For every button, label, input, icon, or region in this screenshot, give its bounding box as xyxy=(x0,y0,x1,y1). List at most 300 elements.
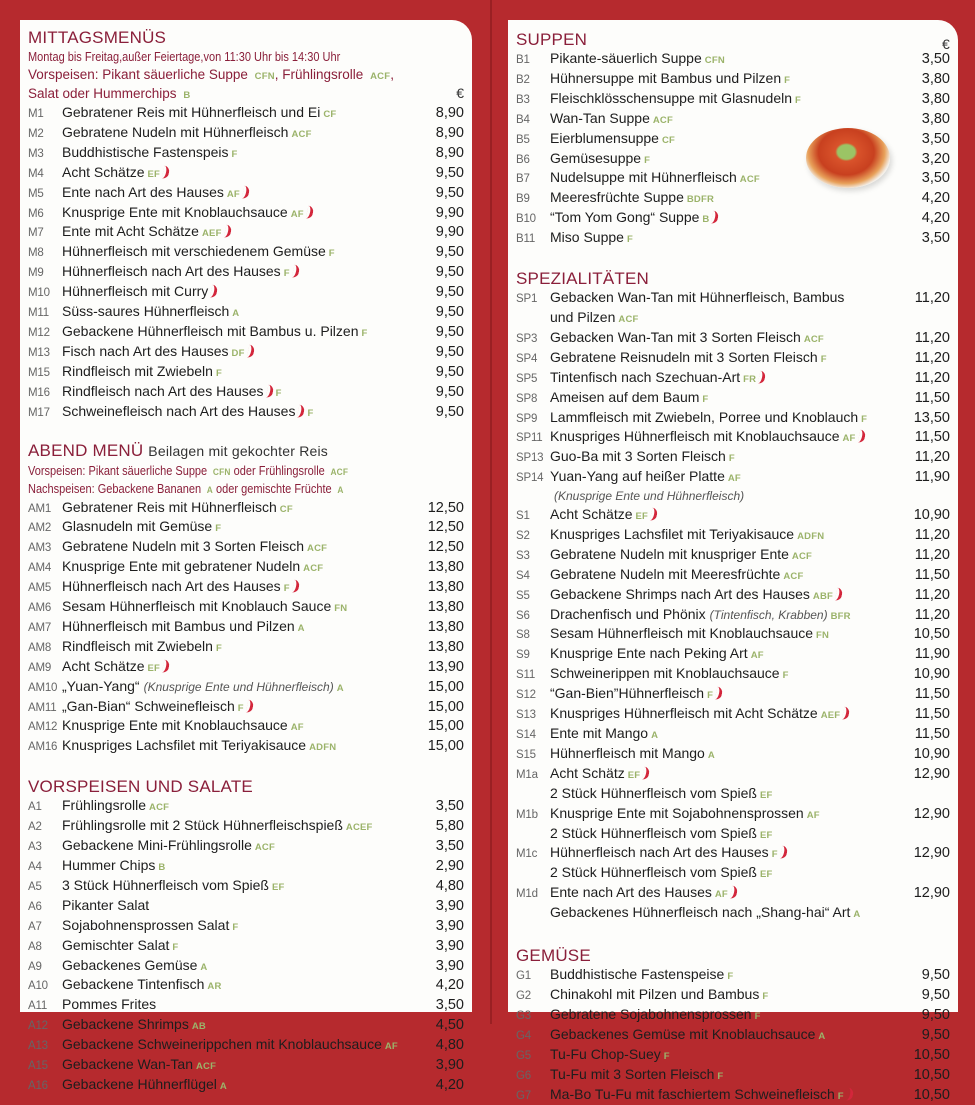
menu-item-row xyxy=(28,717,472,737)
item-code: S13 xyxy=(516,707,550,725)
item-name: Gebacken Wan-Tan mit Hühnerfleisch, Bambus xyxy=(550,289,906,307)
item-price: 3,50 xyxy=(906,51,958,69)
item-name-line2: und Pilzen ACF xyxy=(550,309,958,329)
item-code: M8 xyxy=(28,245,62,263)
item-code: M6 xyxy=(28,206,62,224)
item-code: SP13 xyxy=(516,450,550,468)
item-code: A11 xyxy=(28,998,62,1016)
section-subtitle: Beilagen mit gekochter Reis xyxy=(148,443,328,459)
item-name: Wan-Tan Suppe ACF xyxy=(550,110,906,130)
item-code: A16 xyxy=(28,1078,62,1096)
menu-item-row xyxy=(516,1006,958,1026)
chili-pepper-icon xyxy=(842,707,851,721)
menu-panel-left xyxy=(20,20,472,1012)
item-name: Acht Schätze EF xyxy=(550,506,906,526)
item-price: 3,50 xyxy=(420,838,472,856)
item-price: 12,90 xyxy=(906,806,958,824)
item-name: Rindfleisch mit Zwiebeln F xyxy=(62,638,420,658)
item-name: Knuspriges Lachsfilet mit Teriyakisauce ADFN xyxy=(550,526,906,546)
dinner-starters-text xyxy=(28,463,419,481)
item-code: AM2 xyxy=(28,520,62,538)
menu-item-row xyxy=(28,538,472,558)
item-name: Fisch nach Art des Hauses DF xyxy=(62,343,420,363)
item-name: Ente nach Art des Hauses AF xyxy=(550,884,906,904)
chili-pepper-icon xyxy=(711,211,720,225)
allergen-code: AF xyxy=(728,473,741,484)
item-code: AM3 xyxy=(28,540,62,558)
menu-item-row xyxy=(28,184,472,204)
item-price: 3,20 xyxy=(906,151,958,169)
menu-item-note xyxy=(516,488,958,506)
item-name: Hühnerfleisch mit verschiedenem Gemüse F xyxy=(62,243,420,263)
item-name: Hühnersuppe mit Bambus und Pilzen F xyxy=(550,70,906,90)
menu-item-row xyxy=(516,189,958,209)
menu-item-row xyxy=(516,468,958,488)
item-code: M7 xyxy=(28,225,62,243)
allergen-code: AF xyxy=(807,810,820,821)
item-price: 11,20 xyxy=(906,607,958,625)
allergen-code: F xyxy=(232,922,238,933)
item-sub-name: 2 Stück Hühnerfleisch vom Spieß EF xyxy=(550,785,958,805)
allergen-code: F xyxy=(707,690,713,701)
item-price: 13,80 xyxy=(420,639,472,657)
menu-item-row xyxy=(516,625,958,645)
dessert-text: oder gemischte Früchte xyxy=(216,482,332,496)
item-code: S2 xyxy=(516,528,550,546)
starter-text: , xyxy=(390,67,394,82)
menu-item-row xyxy=(28,363,472,383)
allergen-code: ACF xyxy=(196,1061,216,1072)
item-name: Pikante-säuerlich Suppe CFN xyxy=(550,50,906,70)
item-price: 11,50 xyxy=(906,390,958,408)
menu-item-row xyxy=(516,705,958,725)
item-price: 12,50 xyxy=(420,500,472,518)
item-price: 4,80 xyxy=(420,1037,472,1055)
item-name: Gebratener Reis mit Hühnerfleisch CF xyxy=(62,499,420,519)
item-price: 11,90 xyxy=(906,469,958,487)
item-price: 3,80 xyxy=(906,71,958,89)
menu-item-row xyxy=(516,329,958,349)
item-price: 9,50 xyxy=(420,185,472,203)
item-name: Gebackenes Gemüse mit Knoblauchsauce A xyxy=(550,1026,906,1046)
item-name: Chinakohl mit Pilzen und Bambus F xyxy=(550,986,906,1006)
allergen-code: F xyxy=(329,248,335,259)
menu-item-row xyxy=(28,144,472,164)
allergen-code: AB xyxy=(192,1021,206,1032)
item-code: B7 xyxy=(516,171,550,189)
chili-pepper-icon xyxy=(246,344,255,358)
item-code: A4 xyxy=(28,859,62,877)
item-name: Acht Schätze EF xyxy=(62,164,420,184)
item-code: G6 xyxy=(516,1068,550,1086)
item-price: 15,00 xyxy=(420,738,472,756)
item-code: B5 xyxy=(516,132,550,150)
item-name: Gebackene Hühnerfleisch mit Bambus u. Pilzen F xyxy=(62,323,420,343)
menu-item-row xyxy=(516,369,958,389)
item-code: M1 xyxy=(28,106,62,124)
item-name: Schweinefleisch nach Art des Hauses F xyxy=(62,403,420,423)
section-title-gemuese: GEMÜSE xyxy=(516,946,958,966)
allergen-code: F xyxy=(702,394,708,405)
item-code: M12 xyxy=(28,325,62,343)
menu-item-row xyxy=(28,658,472,678)
item-price: 9,50 xyxy=(906,967,958,985)
item-code: A12 xyxy=(28,1018,62,1036)
starter-text: , Frühlingsrolle xyxy=(275,67,364,82)
item-name: Rindfleisch nach Art des Hauses F xyxy=(62,383,420,403)
item-code: SP5 xyxy=(516,371,550,389)
menu-item-subline xyxy=(516,904,958,924)
item-price: 11,20 xyxy=(906,449,958,467)
menu-item-row xyxy=(28,1056,472,1076)
allergen-code: BDFR xyxy=(687,194,714,205)
starter-text: Vorspeisen: Pikant säuerliche Suppe xyxy=(28,67,248,82)
chili-pepper-icon xyxy=(162,165,171,179)
item-name: Ente mit Mango A xyxy=(550,725,906,745)
allergen-code: B xyxy=(183,90,190,101)
chili-pepper-icon xyxy=(245,699,254,713)
menu-item-row xyxy=(516,169,958,189)
chili-pepper-icon xyxy=(297,404,306,418)
item-name: Meeresfrüchte Suppe BDFR xyxy=(550,189,906,209)
item-price: 4,20 xyxy=(420,1077,472,1095)
allergen-code: EF xyxy=(272,882,285,893)
allergen-code: AF xyxy=(291,722,304,733)
chili-pepper-icon xyxy=(291,265,300,279)
item-code: G1 xyxy=(516,968,550,986)
menu-item-row xyxy=(28,976,472,996)
item-code: B9 xyxy=(516,191,550,209)
lunch-starters-line2 xyxy=(28,85,472,104)
item-price: 15,00 xyxy=(420,718,472,736)
item-sub-name: 2 Stück Hühnerfleisch vom Spieß EF xyxy=(550,825,958,845)
menu-item-row xyxy=(516,229,958,249)
item-price: 9,50 xyxy=(420,244,472,262)
item-price: 10,50 xyxy=(906,1087,958,1105)
allergen-code: ADFN xyxy=(309,742,336,753)
menu-item-row xyxy=(516,606,958,626)
item-code: SP9 xyxy=(516,411,550,429)
menu-item-row xyxy=(28,104,472,124)
menu-item-row xyxy=(28,957,472,977)
allergen-code: ACEF xyxy=(346,822,373,833)
allergen-code: CF xyxy=(662,135,675,146)
chili-pepper-icon xyxy=(835,587,844,601)
item-name: Gebackene Shrimps nach Art des Hauses ABF xyxy=(550,586,906,606)
item-name: Knusprige Ente mit Knoblauchsauce AF xyxy=(62,717,420,737)
item-name: Frühlingsrolle ACF xyxy=(62,797,420,817)
lunch-hours xyxy=(28,49,472,66)
allergen-code: FN xyxy=(334,603,347,614)
item-price: 9,50 xyxy=(420,304,472,322)
allergen-code: ACF xyxy=(783,571,803,582)
allergen-code: F xyxy=(216,368,222,379)
item-name: Ente nach Art des Hauses AF xyxy=(62,184,420,204)
allergen-code: AF xyxy=(385,1041,398,1052)
menu-item-row xyxy=(28,837,472,857)
item-name: Sesam Hühnerfleisch mit Knoblauch Sauce FN xyxy=(62,598,420,618)
item-price: 4,20 xyxy=(906,190,958,208)
allergen-code: EF xyxy=(760,790,773,801)
item-price: 11,20 xyxy=(906,330,958,348)
menu-item-row xyxy=(28,403,472,423)
allergen-code: ABF xyxy=(813,591,833,602)
menu-item-row xyxy=(28,343,472,363)
item-name: Acht Schätz EF xyxy=(550,765,906,785)
menu-item-continuation xyxy=(516,309,958,329)
menu-item-row xyxy=(516,209,958,229)
item-code: SP1 xyxy=(516,291,550,309)
item-price: 12,50 xyxy=(420,519,472,537)
item-code: SP3 xyxy=(516,331,550,349)
item-code: S14 xyxy=(516,727,550,745)
menu-item-row xyxy=(516,725,958,745)
item-code: S11 xyxy=(516,667,550,685)
allergen-code: F xyxy=(307,408,313,419)
allergen-code: CFN xyxy=(705,55,725,66)
allergen-code: F xyxy=(276,388,282,399)
dinner-starters xyxy=(28,463,472,481)
item-price: 4,50 xyxy=(420,1017,472,1035)
item-name: Hühnerfleisch mit Curry xyxy=(62,283,420,301)
section-title-abend xyxy=(28,441,472,461)
item-name: Eierblumensuppe CF xyxy=(550,130,906,150)
item-name: Gebratene Nudeln mit Meeresfrüchte ACF xyxy=(550,566,906,586)
item-note: (Tintenfisch, Krabben) xyxy=(710,608,828,622)
item-name: Ameisen auf dem Baum F xyxy=(550,389,906,409)
starter-text: oder Frühlingsrolle xyxy=(234,464,325,478)
item-code: SP14 xyxy=(516,470,550,488)
item-price: 3,50 xyxy=(906,230,958,248)
menu-item-row xyxy=(28,857,472,877)
allergen-code: F xyxy=(664,1051,670,1062)
menu-item-row xyxy=(28,323,472,343)
item-price: 11,50 xyxy=(906,567,958,585)
item-price: 10,50 xyxy=(906,626,958,644)
item-code: A15 xyxy=(28,1058,62,1076)
menu-item-row xyxy=(28,598,472,618)
item-price: 11,50 xyxy=(906,726,958,744)
menu-item-row xyxy=(516,1026,958,1046)
item-code: A9 xyxy=(28,959,62,977)
section-title-suppen xyxy=(516,30,958,50)
allergen-code: A xyxy=(337,683,344,694)
chili-pepper-icon xyxy=(758,370,767,384)
item-name: Gebratener Reis mit Hühnerfleisch und Ei CF xyxy=(62,104,420,124)
item-code: A3 xyxy=(28,839,62,857)
allergen-code: F xyxy=(172,942,178,953)
item-name: Gebackene Tintenfisch AR xyxy=(62,976,420,996)
allergen-code: F xyxy=(717,1071,723,1082)
item-code: M2 xyxy=(28,126,62,144)
item-name: Gebackene Hühnerflügel A xyxy=(62,1076,420,1096)
item-price: 9,50 xyxy=(906,987,958,1005)
item-code: AM10 xyxy=(28,680,62,698)
menu-item-row xyxy=(28,204,472,224)
starter-text: Salat oder Hummerchips xyxy=(28,86,177,101)
spezial-list xyxy=(516,289,958,924)
section-title-mittag: MITTAGSMENÜS xyxy=(28,28,472,48)
allergen-code: F xyxy=(838,1091,844,1102)
allergen-code: F xyxy=(361,328,367,339)
menu-item-row xyxy=(516,745,958,765)
item-name: Rindfleisch mit Zwiebeln F xyxy=(62,363,420,383)
dinner-desserts xyxy=(28,481,472,499)
menu-item-row xyxy=(28,223,472,243)
item-price: 4,20 xyxy=(420,977,472,995)
allergen-code: F xyxy=(729,453,735,464)
item-price: 5,80 xyxy=(420,818,472,836)
item-price: 12,90 xyxy=(906,885,958,903)
item-price: 9,50 xyxy=(420,384,472,402)
item-name: Gebackene Mini-Frühlingsrolle ACF xyxy=(62,837,420,857)
item-name: Tu-Fu Chop-Suey F xyxy=(550,1046,906,1066)
item-price: 10,90 xyxy=(906,746,958,764)
item-code: AM4 xyxy=(28,560,62,578)
item-name: Knusprige Ente mit gebratener Nudeln ACF xyxy=(62,558,420,578)
item-code: A8 xyxy=(28,939,62,957)
menu-item-row xyxy=(28,917,472,937)
allergen-code: ACF xyxy=(255,842,275,853)
menu-item-row xyxy=(28,797,472,817)
item-price: 4,80 xyxy=(420,878,472,896)
item-price: 8,90 xyxy=(420,105,472,123)
item-name: Knusprige Ente nach Peking Art AF xyxy=(550,645,906,665)
item-code: G5 xyxy=(516,1048,550,1066)
item-price: 9,50 xyxy=(420,404,472,422)
item-code: AM12 xyxy=(28,719,62,737)
item-price: 9,50 xyxy=(906,1007,958,1025)
dinner-desserts-text xyxy=(28,481,419,499)
item-code: AM16 xyxy=(28,739,62,757)
item-name: Knuspriges Lachsfilet mit Teriyakisauce ADFN xyxy=(62,737,420,757)
chili-pepper-icon xyxy=(857,430,866,444)
allergen-code: F xyxy=(284,268,290,279)
item-name: Miso Suppe F xyxy=(550,229,906,249)
item-price: 3,80 xyxy=(906,91,958,109)
item-name: Hummer Chips B xyxy=(62,857,420,877)
menu-item-row xyxy=(516,665,958,685)
allergen-code: F xyxy=(627,234,633,245)
allergen-code: A xyxy=(298,623,305,634)
allergen-code: A xyxy=(708,750,715,761)
item-name: Knuspriges Hühnerfleisch mit Acht Schätze AEF xyxy=(550,705,906,725)
item-name: Guo-Ba mit 3 Sorten Fleisch F xyxy=(550,448,906,468)
allergen-code: A xyxy=(220,1081,227,1092)
item-price: 12,50 xyxy=(420,539,472,557)
item-name: Gebratene Nudeln mit knuspriger Ente ACF xyxy=(550,546,906,566)
menu-item-row xyxy=(516,546,958,566)
menu-item-row xyxy=(516,349,958,369)
allergen-code: F xyxy=(216,643,222,654)
item-code: S6 xyxy=(516,608,550,626)
item-price: 11,20 xyxy=(906,547,958,565)
allergen-code: ACF xyxy=(618,314,638,325)
item-price: 10,50 xyxy=(906,1047,958,1065)
allergen-code: ACF xyxy=(149,802,169,813)
chili-pepper-icon xyxy=(642,766,651,780)
menu-item-row xyxy=(28,698,472,718)
item-sub-name: Gebackenes Hühnerfleisch nach „Shang-hai“ Art A xyxy=(550,904,958,924)
allergen-code: AF xyxy=(751,650,764,661)
item-code: A2 xyxy=(28,819,62,837)
item-code: B11 xyxy=(516,231,550,249)
allergen-code: ACF xyxy=(303,563,323,574)
item-price: 8,90 xyxy=(420,145,472,163)
allergen-code: B xyxy=(158,862,165,873)
item-name: Ente mit Acht Schätze AEF xyxy=(62,223,420,243)
item-name: Gebacken Wan-Tan mit 3 Sorten Fleisch ACF xyxy=(550,329,906,349)
allergen-code: AR xyxy=(207,981,221,992)
allergen-code: CF xyxy=(280,504,293,515)
allergen-code: A xyxy=(853,909,860,920)
soup-bowl-image xyxy=(806,128,890,188)
menu-item-row xyxy=(516,130,958,150)
item-code: AM5 xyxy=(28,580,62,598)
item-code: A6 xyxy=(28,899,62,917)
section-title-suppen-text: SUPPEN xyxy=(516,30,587,49)
item-price: 11,50 xyxy=(906,429,958,447)
item-price: 3,90 xyxy=(420,958,472,976)
abend-list xyxy=(28,499,472,758)
item-price: 3,50 xyxy=(906,170,958,188)
item-code: S1 xyxy=(516,508,550,526)
allergen-code: A xyxy=(200,962,207,973)
menu-item-row xyxy=(516,50,958,70)
allergen-code: AF xyxy=(715,889,728,900)
item-name: Hühnerfleisch nach Art des Hauses F xyxy=(62,578,420,598)
currency-symbol: € xyxy=(942,34,950,54)
menu-item-row xyxy=(28,558,472,578)
menu-item-row xyxy=(28,937,472,957)
menu-item-row xyxy=(516,1046,958,1066)
allergen-code: ACF xyxy=(370,71,390,82)
item-name: Knuspriges Hühnerfleisch mit Knoblauchsauce AF xyxy=(550,428,906,448)
allergen-code: F xyxy=(232,149,238,160)
item-code: M1b xyxy=(516,807,550,825)
item-code: B6 xyxy=(516,152,550,170)
item-code: M3 xyxy=(28,146,62,164)
item-name: Buddhistische Fastenspeise F xyxy=(550,966,906,986)
menu-item-row xyxy=(516,645,958,665)
menu-panel-right xyxy=(508,20,958,1012)
allergen-code: AEF xyxy=(821,710,841,721)
allergen-code: BFR xyxy=(831,611,851,622)
allergen-code: EF xyxy=(760,830,773,841)
allergen-code: A xyxy=(207,485,213,496)
item-name: Süss-saures Hühnerfleisch A xyxy=(62,303,420,323)
menu-item-row xyxy=(516,884,958,904)
item-price: 9,50 xyxy=(420,264,472,282)
item-code: S3 xyxy=(516,548,550,566)
item-code: SP8 xyxy=(516,391,550,409)
item-code: A13 xyxy=(28,1038,62,1056)
menu-item-row xyxy=(28,164,472,184)
item-name: Glasnudeln mit Gemüse F xyxy=(62,518,420,538)
allergen-code: ACF xyxy=(740,174,760,185)
item-price: 4,20 xyxy=(906,210,958,228)
menu-item-row xyxy=(516,685,958,705)
allergen-code: F xyxy=(772,849,778,860)
item-name: Drachenfisch und Phönix (Tintenfisch, Krabben) BFR xyxy=(550,606,906,626)
menu-item-row xyxy=(28,996,472,1016)
allergen-code: A xyxy=(337,485,343,496)
allergen-code: AF xyxy=(843,433,856,444)
menu-item-row xyxy=(28,1016,472,1036)
menu-item-row xyxy=(28,1076,472,1096)
item-price: 9,50 xyxy=(420,364,472,382)
allergen-code: ACF xyxy=(804,334,824,345)
